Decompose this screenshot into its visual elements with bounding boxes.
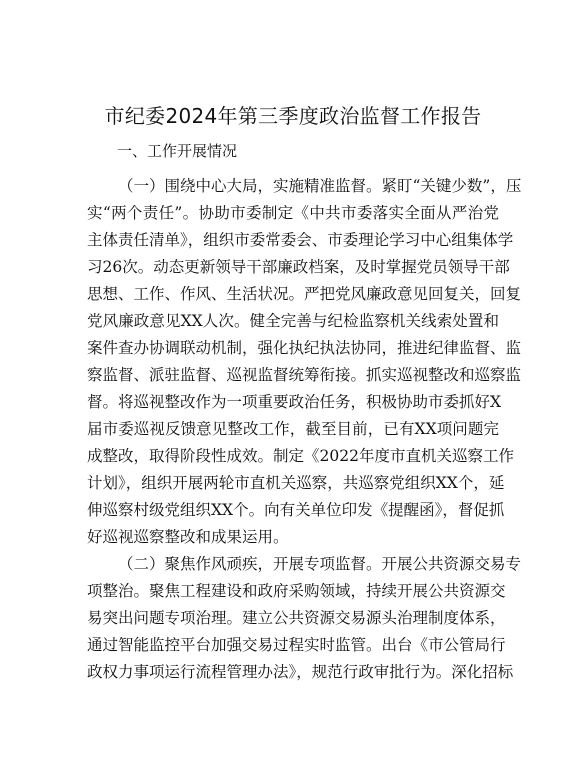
paragraph-line: 通过智能监控平台加强交易过程实时监管。出台《市公管局行 <box>87 636 506 654</box>
paragraph-line: 察监督、派驻监督、巡视监督统筹衔接。抓实巡视整改和巡察监 <box>87 366 522 384</box>
paragraph-line: 督。将巡视整改作为一项重要政治任务，积极协助市委抓好X <box>87 393 502 411</box>
paragraph-line: 好巡视巡察整改和成果运用。 <box>87 528 289 546</box>
paragraph-line: 案件查办协调联动机制，强化执纪执法协同，推进纪律监督、监 <box>87 339 522 357</box>
paragraph-line: 实“两个责任”。协助市委制定《中共市委落实全面从严治党 <box>87 204 499 222</box>
document-title: 市纪委2024年第三季度政治监督工作报告 <box>104 104 482 128</box>
paragraph-line: 成整改，取得阶段性成效。制定《2022年度市直机关巡察工作 <box>87 447 514 465</box>
paragraph-line: 项整治。聚焦工程建设和政府采购领域，持续开展公共资源交 <box>87 582 506 600</box>
paragraph-2 <box>87 551 522 686</box>
paragraph-1 <box>87 173 522 551</box>
paragraph-line: （一）围绕中心大局，实施精准监督。紧盯“关键少数”，压 <box>118 177 522 195</box>
paragraph-line: （二）聚焦作风顽疾，开展专项监督。开展公共资源交易专 <box>118 555 522 573</box>
paragraph-line: 主体责任清单》，组织市委常委会、市委理论学习中心组集体学 <box>87 231 514 249</box>
paragraph-line: 易突出问题专项治理。建立公共资源交易源头治理制度体系， <box>87 609 506 627</box>
paragraph-line: 党风廉政意见XX人次。健全完善与纪检监察机关线索处置和 <box>87 312 499 330</box>
paragraph-line: 思想、工作、作风、生活状况。严把党风廉政意见回复关，回复 <box>87 285 522 303</box>
paragraph-line: 政权力事项运行流程管理办法》，规范行政审批行为。深化招标 <box>87 663 514 681</box>
section-heading: 一、工作开展情况 <box>117 142 238 160</box>
paragraph-line: 计划》，组织开展两轮市直机关巡察，共巡察党组织XX个，延 <box>87 474 505 492</box>
paragraph-line: 届市委巡视反馈意见整改工作，截至目前，已有XX项问题完 <box>87 420 499 438</box>
paragraph-line: 习26次。动态更新领导干部廉政档案，及时掌握党员领导干部 <box>87 258 510 276</box>
paragraph-line: 伸巡察村级党组织XX个。向有关单位印发《提醒函》，督促抓 <box>87 501 505 519</box>
